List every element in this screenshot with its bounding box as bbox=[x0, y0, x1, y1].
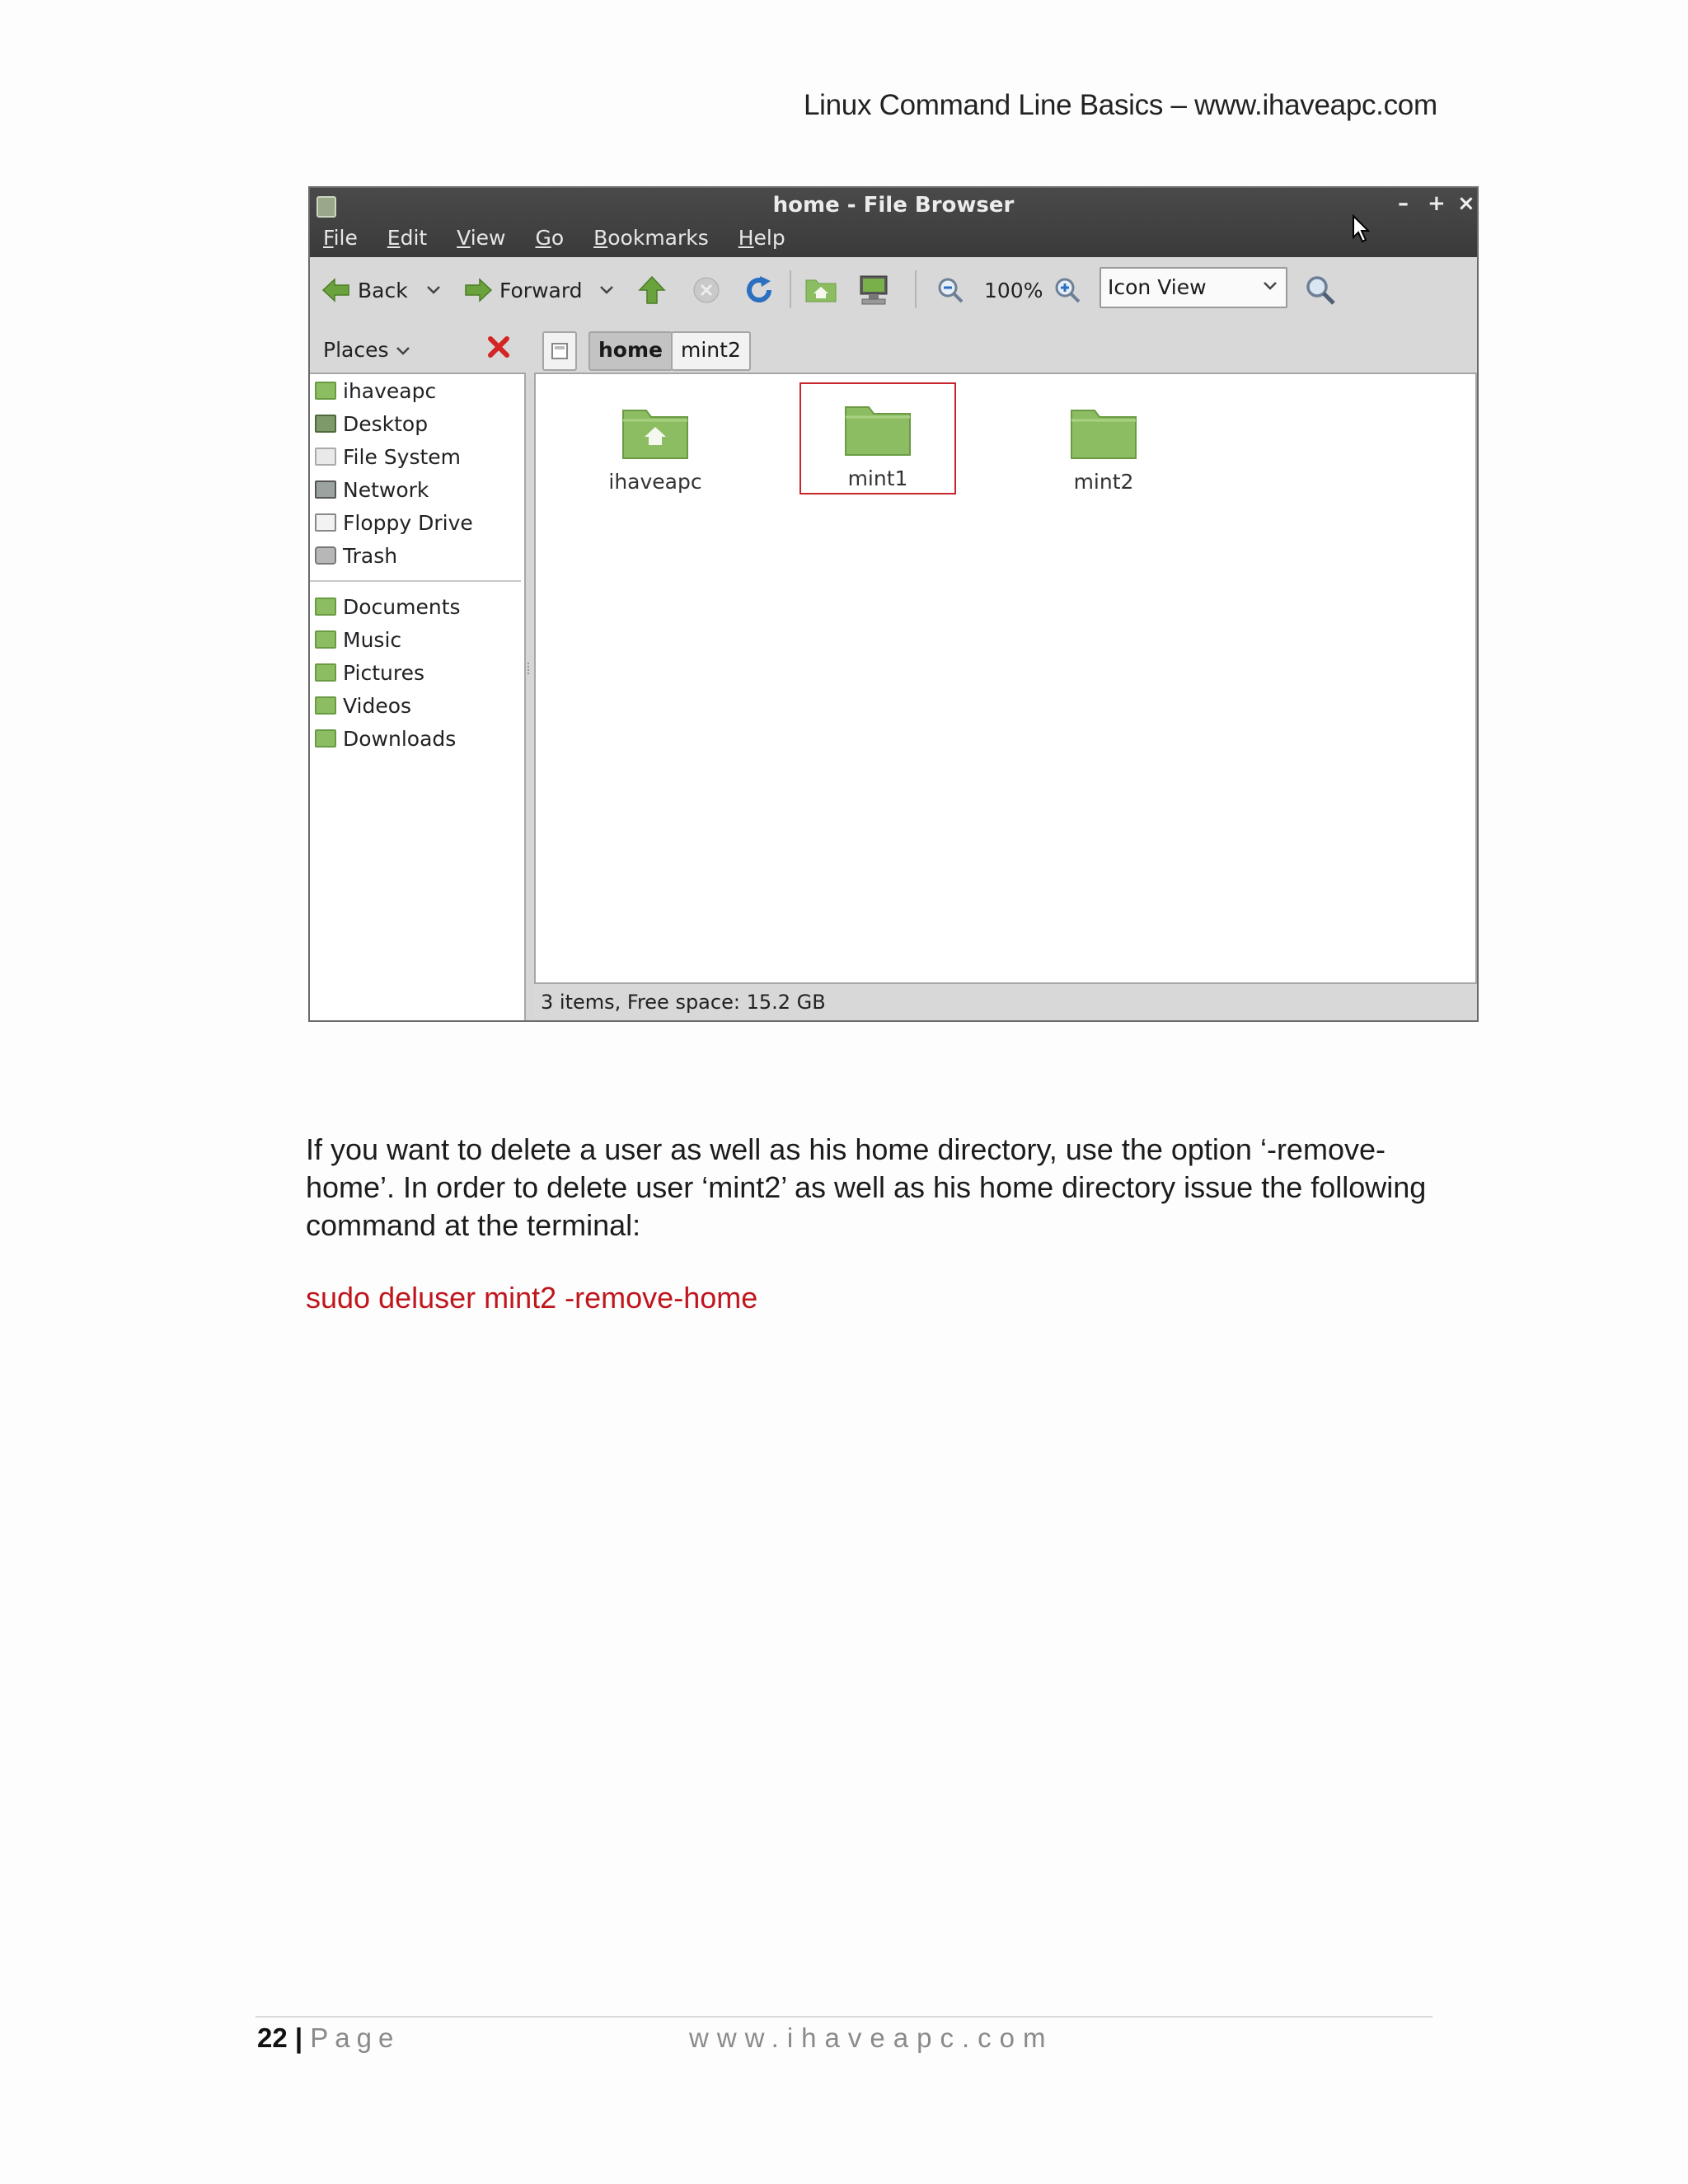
zoom-in-button[interactable] bbox=[1053, 257, 1081, 323]
footer-page-number: 22 | Page bbox=[257, 2022, 401, 2053]
sidebar-item-downloads[interactable]: Downloads bbox=[315, 722, 456, 755]
floppy-icon bbox=[315, 513, 336, 532]
zoom-level[interactable]: 100% bbox=[984, 278, 1043, 302]
reload-button[interactable] bbox=[743, 257, 775, 323]
sidebar-item-file-system[interactable]: File System bbox=[315, 440, 461, 473]
maximize-button[interactable]: + bbox=[1428, 191, 1446, 216]
menu-go[interactable]: Go bbox=[535, 226, 565, 250]
up-button[interactable] bbox=[638, 257, 666, 323]
reload-icon bbox=[743, 274, 775, 306]
zoom-out-icon bbox=[936, 276, 964, 304]
sidebar-item-network[interactable]: Network bbox=[315, 473, 429, 506]
chevron-down-icon bbox=[598, 284, 615, 296]
menu-bookmarks[interactable]: Bookmarks bbox=[593, 226, 709, 250]
search-icon bbox=[1304, 274, 1337, 307]
toolbar-separator bbox=[915, 270, 917, 308]
up-arrow-icon bbox=[638, 275, 666, 305]
sidebar-item-music[interactable]: Music bbox=[315, 623, 401, 656]
forward-arrow-icon bbox=[463, 278, 493, 302]
zoom-in-icon bbox=[1053, 276, 1081, 304]
status-text: 3 items, Free space: 15.2 GB bbox=[541, 991, 826, 1014]
drive-icon bbox=[315, 448, 336, 466]
page-header: Linux Command Line Basics – www.ihaveapc.com bbox=[804, 89, 1437, 121]
title-bar bbox=[310, 188, 1477, 257]
pictures-folder-icon bbox=[315, 663, 336, 682]
file-browser-window bbox=[308, 186, 1479, 1022]
downloads-folder-icon bbox=[315, 729, 336, 748]
sidebar-item-documents[interactable]: Documents bbox=[315, 590, 461, 623]
menu-view[interactable]: View bbox=[457, 226, 506, 250]
sidebar-item-desktop[interactable]: Desktop bbox=[315, 407, 428, 440]
toolbar bbox=[310, 257, 1477, 324]
places-sidebar bbox=[310, 373, 526, 1020]
menu-edit[interactable]: Edit bbox=[387, 226, 428, 250]
folder-icon bbox=[844, 404, 912, 457]
terminal-command: sudo deluser mint2 -remove-home bbox=[306, 1281, 758, 1315]
menu-bar bbox=[323, 226, 809, 250]
trash-icon bbox=[315, 546, 336, 565]
back-button[interactable]: Back bbox=[321, 257, 408, 323]
close-icon bbox=[486, 335, 511, 359]
path-segment-home[interactable]: home bbox=[588, 331, 673, 371]
window-title: home - File Browser bbox=[772, 193, 1015, 218]
sidebar-resize-handle[interactable] bbox=[528, 663, 534, 674]
chevron-down-icon bbox=[1261, 274, 1279, 298]
back-history-dropdown[interactable] bbox=[425, 257, 442, 323]
network-icon bbox=[315, 480, 336, 499]
footer-divider bbox=[256, 2016, 1432, 2018]
back-arrow-icon bbox=[321, 278, 351, 302]
forward-history-dropdown[interactable] bbox=[598, 257, 615, 323]
home-button[interactable] bbox=[804, 257, 837, 323]
status-bar bbox=[534, 984, 1477, 1020]
folder-icon bbox=[1070, 407, 1137, 460]
edit-location-icon bbox=[551, 342, 569, 360]
places-dropdown[interactable]: Places bbox=[323, 338, 411, 362]
menu-file[interactable]: File bbox=[323, 226, 358, 250]
minimize-button[interactable]: – bbox=[1398, 191, 1409, 216]
folder-mint1[interactable]: mint1 bbox=[799, 382, 956, 494]
chevron-down-icon bbox=[395, 345, 411, 357]
close-sidebar-button[interactable] bbox=[486, 335, 511, 363]
chevron-down-icon bbox=[425, 284, 442, 296]
close-button[interactable]: × bbox=[1457, 191, 1475, 216]
home-folder-icon bbox=[315, 382, 336, 400]
zoom-out-button[interactable] bbox=[936, 257, 964, 323]
mouse-cursor-icon bbox=[1352, 214, 1372, 244]
menu-help[interactable]: Help bbox=[738, 226, 785, 250]
desktop-icon bbox=[315, 415, 336, 433]
computer-icon bbox=[857, 274, 890, 306]
forward-button[interactable]: Forward bbox=[463, 257, 583, 323]
sidebar-item-trash[interactable]: Trash bbox=[315, 539, 397, 572]
search-button[interactable] bbox=[1304, 257, 1337, 323]
file-view bbox=[534, 373, 1477, 984]
videos-folder-icon bbox=[315, 696, 336, 715]
music-folder-icon bbox=[315, 630, 336, 649]
stop-icon bbox=[692, 276, 720, 304]
body-paragraph: If you want to delete a user as well as his home directory, use the option ‘-remove-home’. In order to delete user ‘mint2’ as well as his home directory issue the following command at the terminal: bbox=[306, 1132, 1427, 1242]
sidebar-item-floppy-drive[interactable]: Floppy Drive bbox=[315, 506, 473, 539]
stop-button[interactable] bbox=[692, 257, 720, 323]
sidebar-item-videos[interactable]: Videos bbox=[315, 689, 411, 722]
toolbar-separator bbox=[790, 270, 791, 308]
path-toggle-button[interactable] bbox=[542, 331, 577, 371]
path-segment-mint2[interactable]: mint2 bbox=[671, 331, 751, 371]
sidebar-divider bbox=[310, 580, 521, 582]
view-mode-select[interactable]: Icon View bbox=[1100, 267, 1287, 308]
folder-ihaveapc[interactable]: ihaveapc bbox=[577, 387, 734, 499]
footer-url: www.ihaveapc.com bbox=[689, 2022, 1054, 2053]
folder-mint2[interactable]: mint2 bbox=[1025, 387, 1182, 499]
computer-button[interactable] bbox=[857, 257, 890, 323]
sidebar-item-pictures[interactable]: Pictures bbox=[315, 656, 424, 689]
home-folder-icon bbox=[621, 407, 689, 460]
home-folder-icon bbox=[804, 277, 837, 303]
sidebar-item-ihaveapc[interactable]: ihaveapc bbox=[315, 374, 436, 407]
documents-folder-icon bbox=[315, 598, 336, 616]
